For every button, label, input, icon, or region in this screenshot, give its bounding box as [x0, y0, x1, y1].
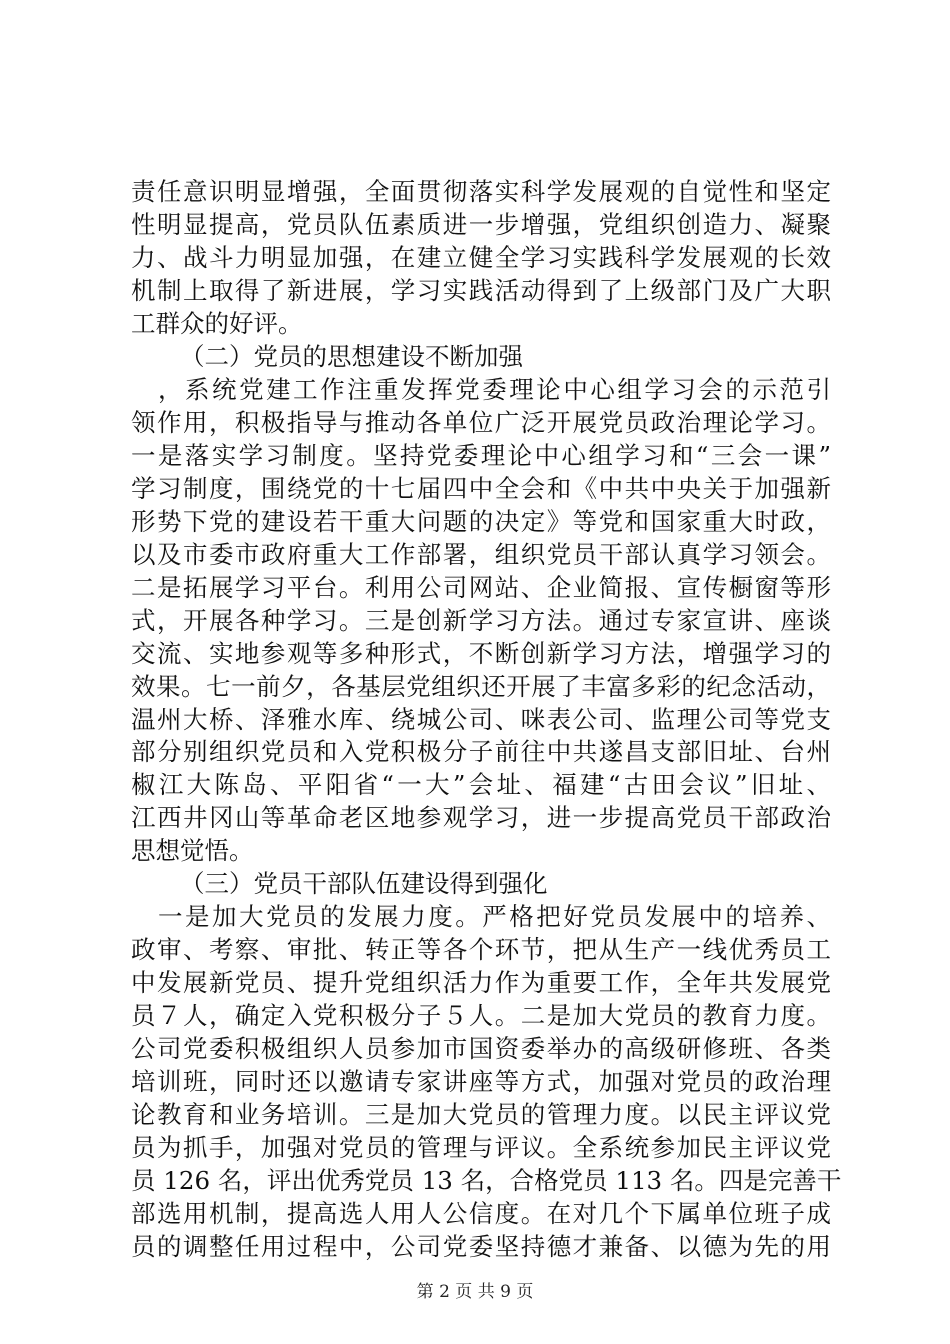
- text-line: 工群众的好评。: [131, 309, 303, 338]
- text-line: 部选用机制，提高选人用人公信度。在对几个下属单位班子成: [131, 1199, 831, 1228]
- text-line: 政审、考察、审批、转正等各个环节，把从生产一线优秀员工: [131, 935, 831, 964]
- text-line: 员的调整任用过程中，公司党委坚持德才兼备、以德为先的用: [131, 1232, 831, 1261]
- text-line: 员７人，确定入党积极分子５人。二是加大党员的教育力度。: [131, 1001, 831, 1030]
- text-line: 公司党委积极组织人员参加市国资委举办的高级研修班、各类: [131, 1034, 831, 1063]
- section-heading-2: （二）党员的思想建设不断加强: [180, 342, 523, 371]
- page-footer: 第 2 页 共 9 页: [416, 1282, 534, 1302]
- text-line: 领作用，积极指导与推动各单位广泛开展党员政治理论学习。: [131, 408, 831, 437]
- text-line: 力、战斗力明显加强，在建立健全学习实践科学发展观的长效: [131, 243, 831, 272]
- text-line: 以及市委市政府重大工作部署，组织党员干部认真学习领会。: [131, 540, 831, 569]
- text-line: 员 126 名，评出优秀党员 13 名，合格党员 113 名。四是完善干: [131, 1166, 842, 1195]
- text-line: 二是拓展学习平台。利用公司网站、企业简报、宣传橱窗等形: [131, 573, 831, 602]
- text-line: ，系统党建工作注重发挥党委理论中心组学习会的示范引: [131, 375, 831, 404]
- text-line: 中发展新党员、提升党组织活力作为重要工作，全年共发展党: [131, 968, 831, 997]
- text-line: 江西井冈山等革命老区地参观学习，进一步提高党员干部政治: [131, 803, 831, 832]
- text-line: 效果。七一前夕，各基层党组织还开展了丰富多彩的纪念活动，: [131, 672, 831, 701]
- text-line: 思想觉悟。: [131, 836, 254, 865]
- text-line: 形势下党的建设若干重大问题的决定》等党和国家重大时政，: [131, 507, 831, 536]
- text-line: 交流、实地参观等多种形式，不断创新学习方法，增强学习的: [131, 639, 831, 668]
- text-line: 一是加大党员的发展力度。严格把好党员发展中的培养、: [131, 902, 831, 931]
- text-line: 椒江大陈岛、平阳省“一大”会址、福建“古田会议”旧址、: [131, 770, 831, 799]
- text-line: 论教育和业务培训。三是加大党员的管理力度。以民主评议党: [131, 1100, 831, 1129]
- text-line: 机制上取得了新进展，学习实践活动得到了上级部门及广大职: [131, 276, 831, 305]
- text-line: 培训班，同时还以邀请专家讲座等方式，加强对党员的政治理: [131, 1067, 831, 1096]
- text-line: 部分别组织党员和入党积极分子前往中共遂昌支部旧址、台州: [131, 737, 831, 766]
- text-line: 一是落实学习制度。坚持党委理论中心组学习和“三会一课”: [131, 441, 831, 470]
- text-line: 温州大桥、泽雅水库、绕城公司、咪表公司、监理公司等党支: [131, 705, 831, 734]
- text-line: 责任意识明显增强，全面贯彻落实科学发展观的自觉性和坚定: [131, 177, 831, 206]
- text-line: 学习制度，围绕党的十七届四中全会和《中共中央关于加强新: [131, 474, 831, 503]
- text-line: 性明显提高，党员队伍素质进一步增强，党组织创造力、凝聚: [131, 210, 831, 239]
- text-line: 员为抓手，加强对党员的管理与评议。全系统参加民主评议党: [131, 1133, 831, 1162]
- section-heading-3: （三）党员干部队伍建设得到强化: [180, 869, 548, 898]
- text-line: 式，开展各种学习。三是创新学习方法。通过专家宣讲、座谈: [131, 606, 831, 635]
